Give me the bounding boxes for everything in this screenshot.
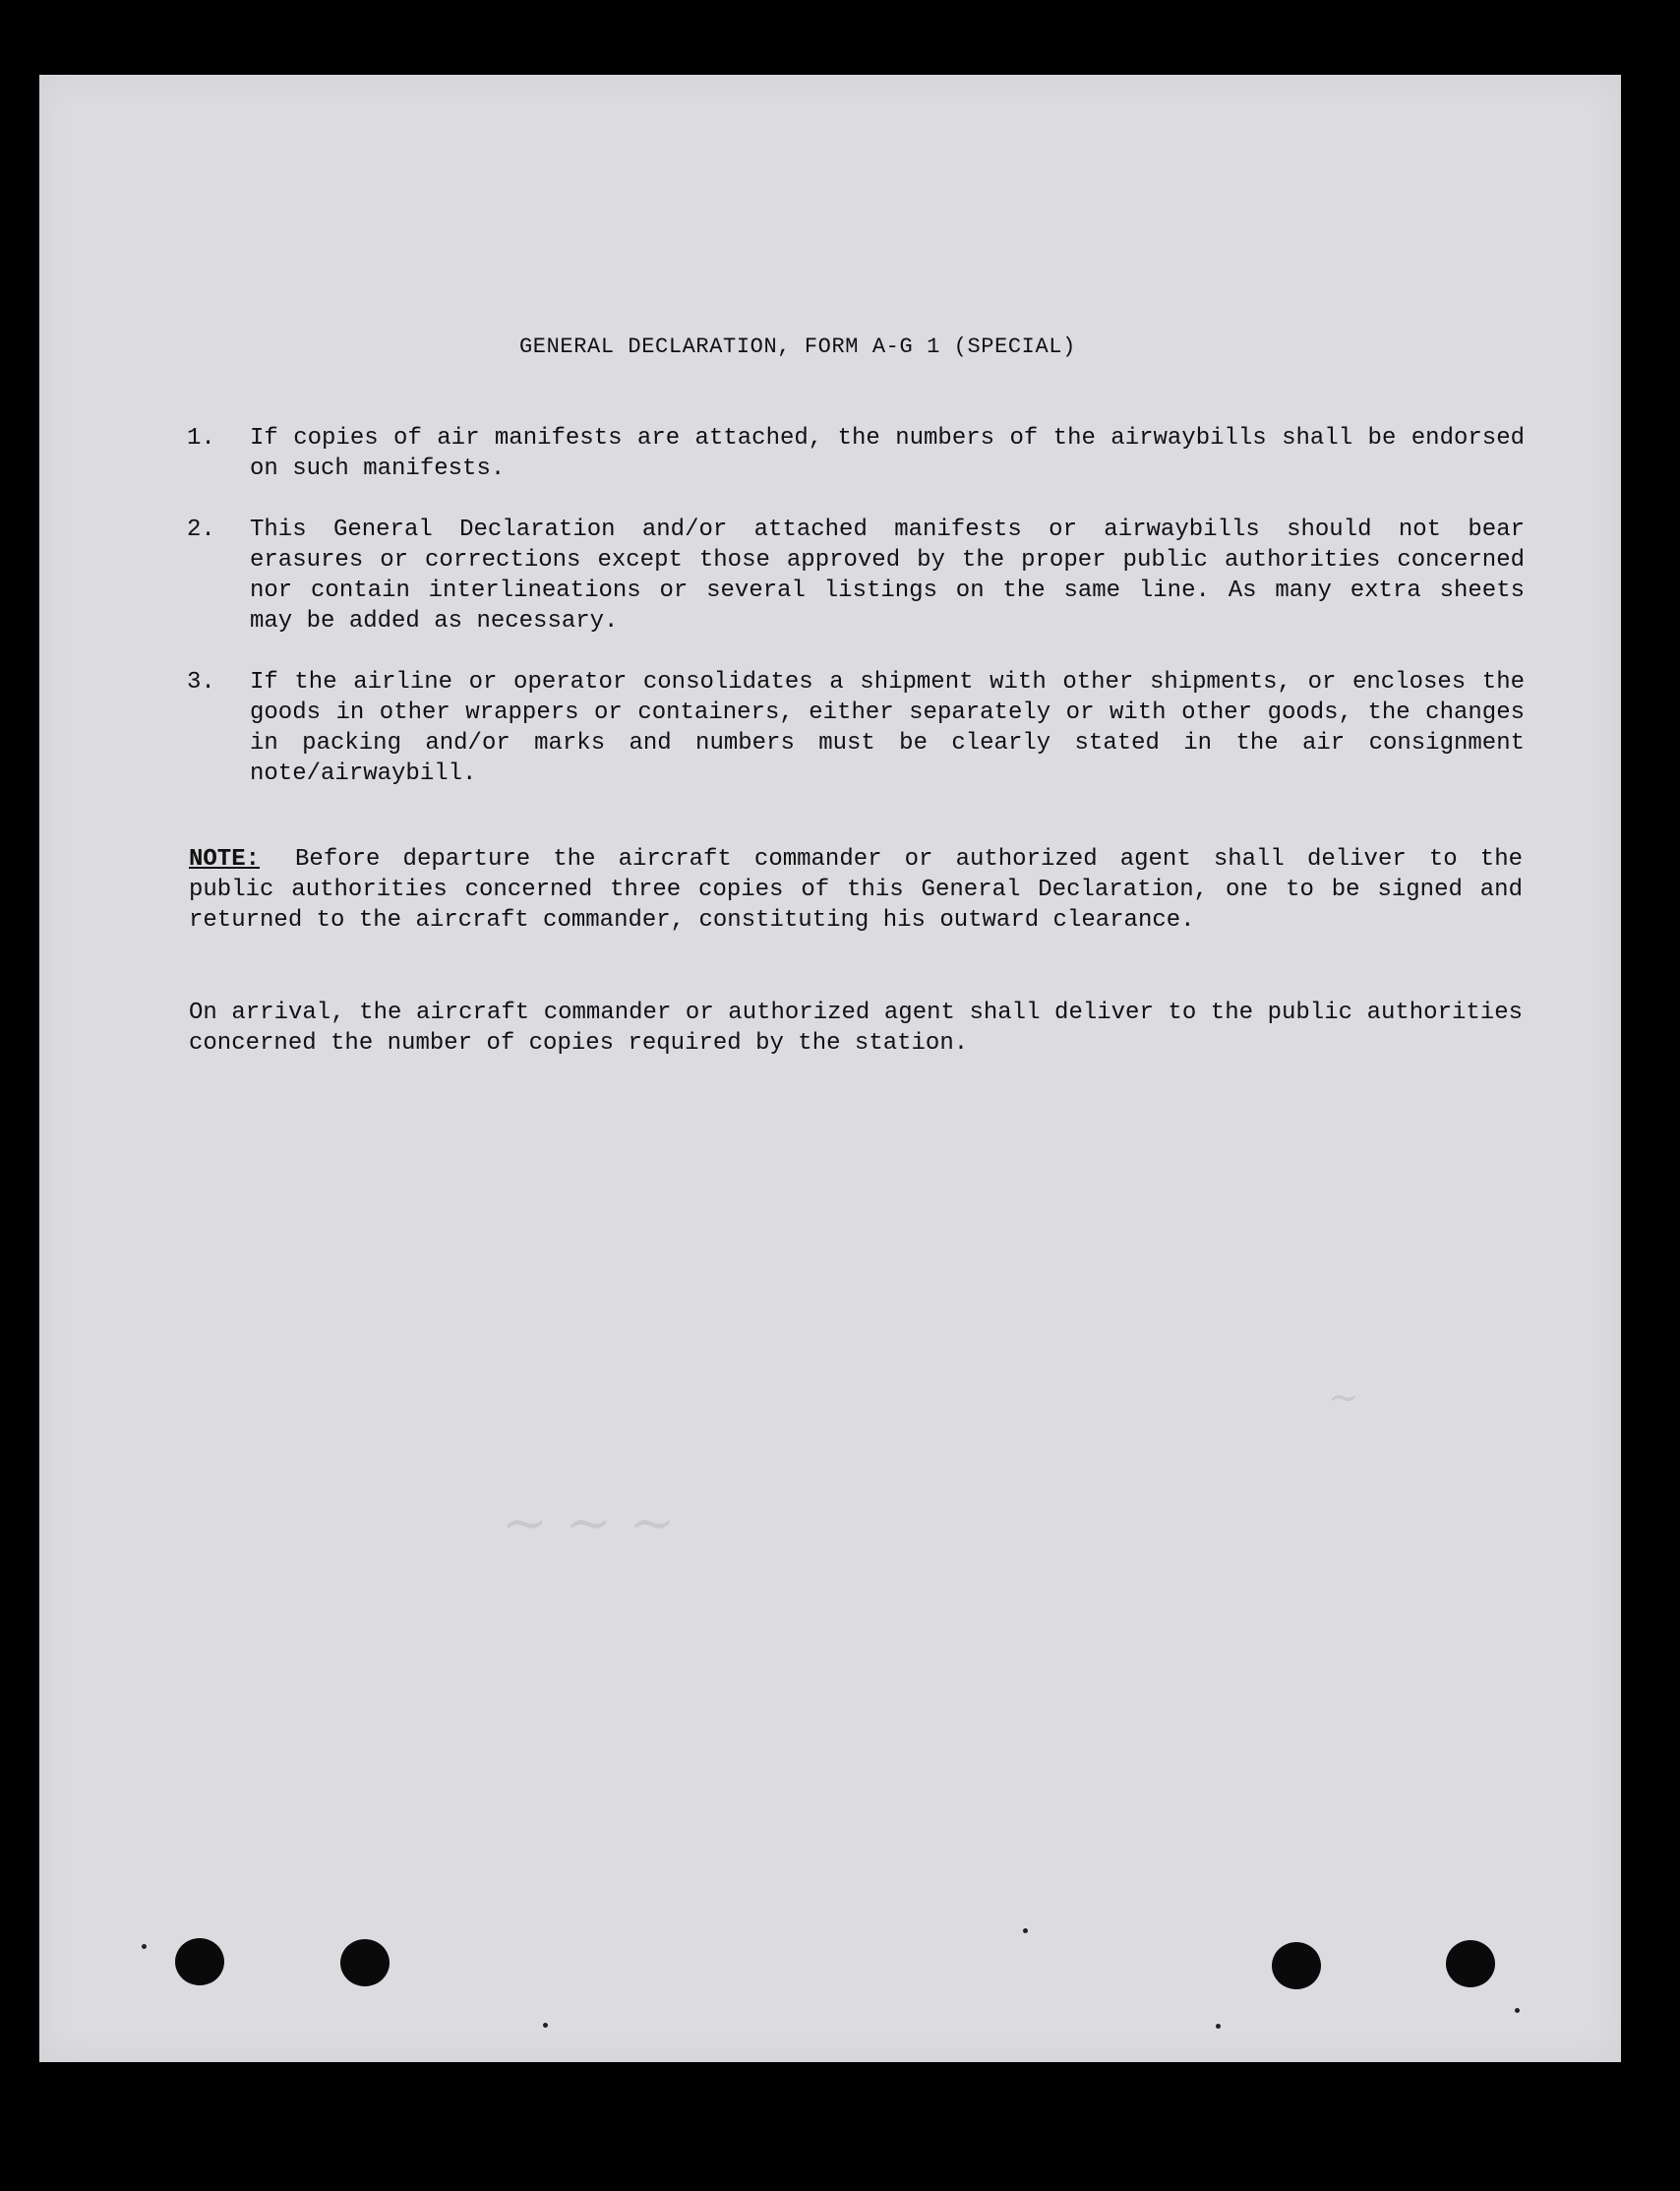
- bleed-through-mark: ~: [1328, 1375, 1359, 1419]
- document-page: [39, 75, 1621, 2062]
- list-item-text: If copies of air manifests are attached, the numbers of the airwaybills shall be endorsed on such manifests.: [250, 425, 1525, 482]
- list-item: [187, 515, 1525, 637]
- list-item: [187, 423, 1525, 484]
- list-item-number: 1.: [187, 425, 215, 452]
- list-item-number: 2.: [187, 517, 215, 543]
- page-title: GENERAL DECLARATION, FORM A-G 1 (SPECIAL): [519, 335, 1076, 359]
- bleed-through-mark: ~ ~ ~: [502, 1491, 676, 1555]
- note-paragraph: [189, 844, 1523, 936]
- list-item-text: If the airline or operator consolidates a shipment with other shipments, or encloses the goods in other wrappers or containers, either separately or with other goods, the changes in packing and/or marks and numbers must be clearly stated in the air consignment note/airwaybill.: [250, 669, 1525, 787]
- punch-hole: [175, 1938, 224, 1985]
- speck: [142, 1944, 147, 1949]
- speck: [1515, 2008, 1520, 2013]
- note-text: Before departure the aircraft commander or authorized agent shall deliver to the public authorities concerned three copies of this General Declaration, one to be signed and returned to the aircraft commander, constituting his outward clearance.: [189, 846, 1523, 934]
- punch-hole: [1272, 1942, 1321, 1989]
- speck: [543, 2023, 548, 2028]
- speck: [1023, 1928, 1028, 1933]
- punch-hole: [340, 1939, 390, 1986]
- punch-hole: [1446, 1940, 1495, 1987]
- list-item: [187, 667, 1525, 789]
- note-label: NOTE:: [189, 846, 261, 873]
- list-item-number: 3.: [187, 669, 215, 696]
- arrival-paragraph: On arrival, the aircraft commander or authorized agent shall deliver to the public authorities concerned the number of copies required by the station.: [189, 1000, 1523, 1057]
- speck: [1216, 2024, 1221, 2029]
- list-item-text: This General Declaration and/or attached manifests or airwaybills should not bear erasures or corrections except those approved by the proper public authorities concerned nor contain interlineations or several listings on the same line. As many extra sheets may be added as necessary.: [250, 517, 1525, 635]
